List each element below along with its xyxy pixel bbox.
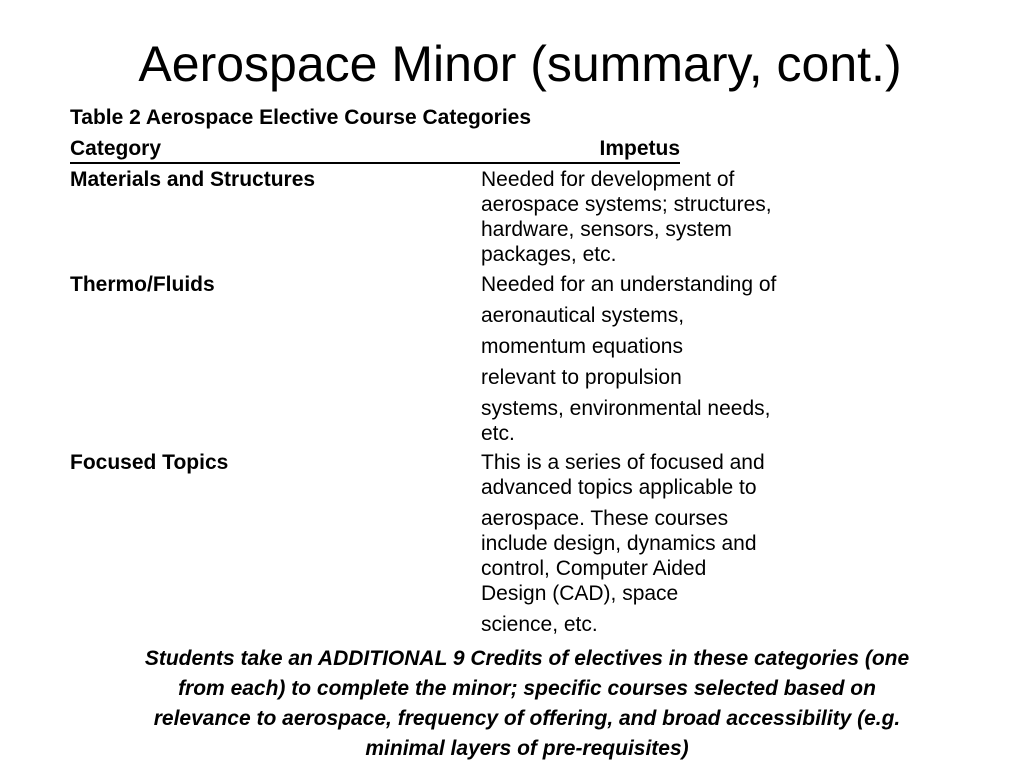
category-materials-and-structures: Materials and Structures	[70, 168, 316, 191]
impetus-line: aeronautical systems,	[481, 304, 685, 327]
note-line: Students take an ADDITIONAL 9 Credits of electives in these categories (one	[144, 647, 910, 670]
impetus-line: packages, etc.	[481, 243, 617, 266]
impetus-line: This is a series of focused and	[481, 451, 765, 474]
impetus-materials-and-structures	[481, 167, 901, 267]
note-line: relevance to aerospace, frequency of offering, and broad accessibility (e.g.	[153, 707, 901, 730]
note-line: from each) to complete the minor; specific courses selected based on	[178, 677, 876, 700]
note-line: minimal layers of pre-requisites)	[365, 737, 689, 760]
table-header-row	[70, 136, 680, 164]
category-thermo-fluids: Thermo/Fluids	[70, 273, 215, 296]
impetus-line: aerospace. These courses	[481, 507, 729, 530]
impetus-line: Design (CAD), space	[481, 582, 679, 605]
impetus-line: advanced topics applicable to	[481, 476, 757, 499]
slide-title: Aerospace Minor (summary, cont.)	[138, 36, 902, 92]
impetus-line: relevant to propulsion	[481, 366, 682, 389]
table-caption: Table 2 Aerospace Elective Course Categories	[70, 106, 532, 129]
impetus-line: Needed for an understanding of	[481, 273, 777, 296]
impetus-line: aerospace systems; structures,	[481, 193, 772, 216]
impetus-line: science, etc.	[481, 613, 598, 636]
impetus-line: Needed for development of	[481, 168, 735, 191]
category-focused-topics: Focused Topics	[70, 451, 229, 474]
impetus-thermo-fluids	[481, 272, 901, 446]
impetus-focused-topics	[481, 450, 901, 637]
electives-note	[30, 644, 1024, 764]
impetus-line: etc.	[481, 422, 515, 445]
impetus-line: systems, environmental needs,	[481, 397, 771, 420]
impetus-line: control, Computer Aided	[481, 557, 707, 580]
impetus-line: momentum equations	[481, 335, 683, 358]
impetus-column-header: Impetus	[599, 137, 680, 160]
impetus-line: include design, dynamics and	[481, 532, 757, 555]
category-column-header: Category	[70, 137, 162, 160]
impetus-line: hardware, sensors, system	[481, 218, 732, 241]
